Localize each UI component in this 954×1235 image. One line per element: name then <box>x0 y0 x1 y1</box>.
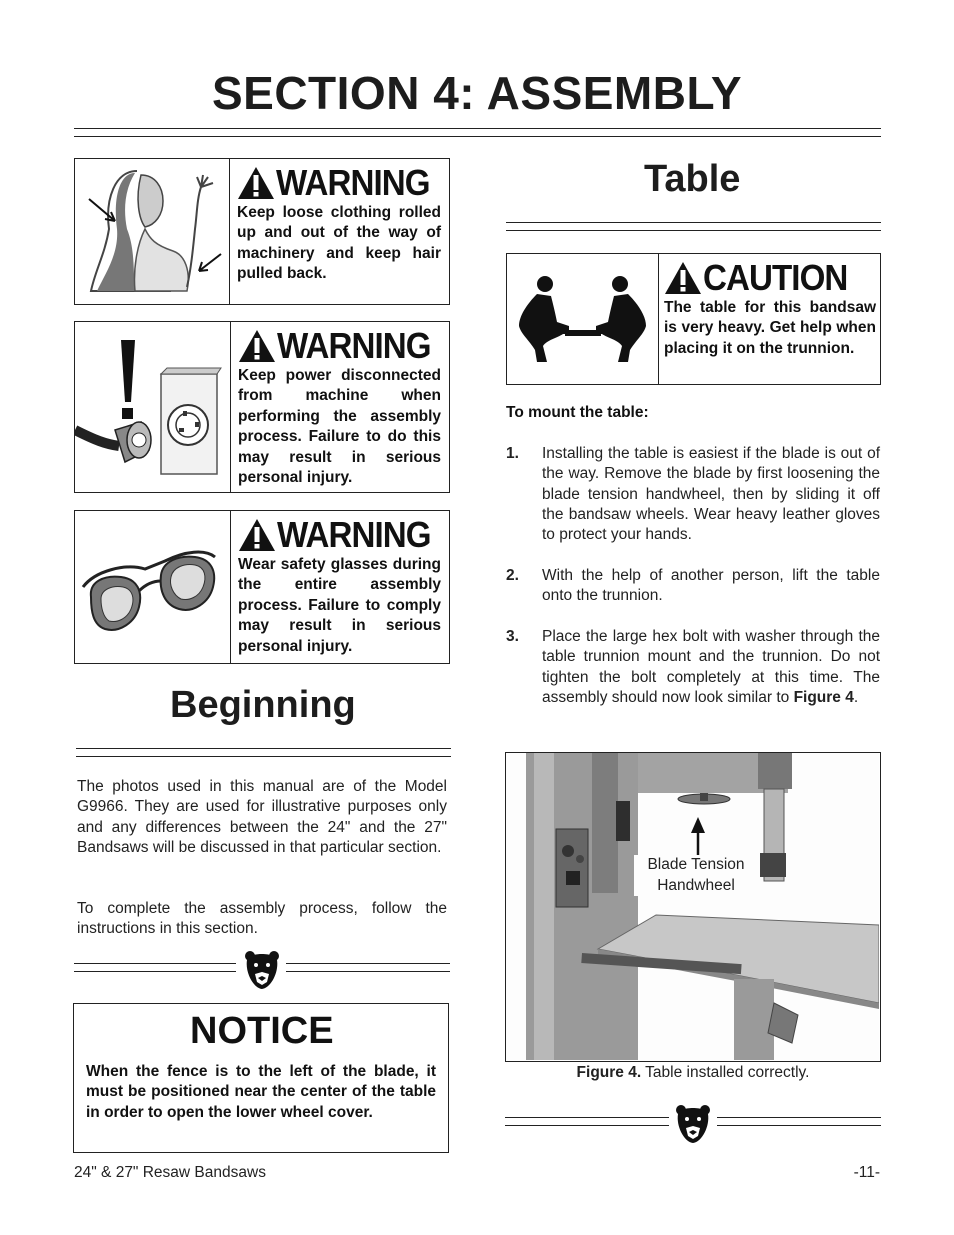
bear-separator-left <box>74 950 450 990</box>
figure-4-photo <box>505 752 881 1062</box>
warning-box-glasses <box>74 510 450 664</box>
beginning-heading: Beginning <box>170 684 356 726</box>
title-rule <box>74 128 881 137</box>
warning-text-3: Wear safety glasses during the entire assembly process. Failure to comply may result in serious personal injury. <box>238 556 441 655</box>
caution-sign <box>664 258 876 298</box>
step-3 <box>506 627 880 708</box>
figure-caption <box>505 1064 881 1082</box>
beginning-para-1: The photos used in this manual are of the Model G9966. They are used for illustrative purposes only and any differences between the 24" and the 27" Bandsaws will be discussed in that particular section. <box>77 778 447 856</box>
figure-label: Figure 4. <box>576 1064 642 1081</box>
beginning-rule <box>76 748 451 757</box>
mount-heading: To mount the table: <box>506 404 649 421</box>
safety-glasses-icon <box>75 511 231 663</box>
step-number: 1. <box>506 445 519 462</box>
figure-callout: Blade Tension Handwheel <box>634 855 758 896</box>
grizzly-bear-icon <box>674 1104 712 1144</box>
step-text: With the help of another person, lift the table onto the trunnion. <box>542 567 880 605</box>
step-text: Place the large hex bolt with washer through the table trunnion mount and the trunnion. Do not tighten the bolt completely at this time. The assembly should now look similar to <box>542 628 880 706</box>
step-1 <box>506 444 880 545</box>
figure-reference: Figure 4 <box>793 688 854 706</box>
warning-triangle-icon <box>664 261 702 295</box>
warning-sign-3 <box>238 515 441 555</box>
step-text: Installing the table is easiest if the blade is out of the way. Remove the blade by first loosening the blade tension handwheel, then by sliding it off the bandsaw wheels. Wear heavy leather gloves to protect your hands. <box>542 445 880 544</box>
warning-triangle-icon <box>238 329 276 363</box>
warning-triangle-icon <box>237 166 275 200</box>
beginning-para-2: To complete the assembly process, follow the instructions in this section. <box>77 900 447 938</box>
grizzly-bear-icon <box>243 950 281 990</box>
warning-sign-1 <box>237 163 441 203</box>
section-title: SECTION 4: ASSEMBLY <box>211 67 743 119</box>
step-number: 2. <box>506 567 519 584</box>
caution-text: The table for this bandsaw is very heavy. Get help when placing it on the trunnion. <box>664 299 876 357</box>
warning-word: WARNING <box>277 325 431 366</box>
warning-triangle-icon <box>238 518 276 552</box>
figure-caption-text: Table installed correctly. <box>641 1064 810 1081</box>
caution-word: CAUTION <box>703 257 848 298</box>
step-text-wrap <box>542 627 880 708</box>
warning-word: WARNING <box>277 514 431 555</box>
step-text-end: . <box>853 688 859 706</box>
table-heading: Table <box>644 158 741 200</box>
notice-box <box>73 1003 449 1153</box>
power-plug-icon <box>75 322 231 492</box>
bear-separator-right <box>505 1104 881 1144</box>
notice-text: When the fence is to the left of the blade, it must be positioned near the center of the table in order to open the lower wheel cover. <box>86 1063 436 1121</box>
footer-left: 24" & 27" Resaw Bandsaws <box>74 1164 266 1181</box>
notice-heading: NOTICE <box>190 1010 334 1052</box>
warning-box-clothing <box>74 158 450 305</box>
page-number: -11- <box>853 1164 880 1181</box>
warning-text-1: Keep loose clothing rolled up and out of the way of machinery and keep hair pulled back. <box>237 204 441 283</box>
long-hair-woman-icon <box>75 159 230 304</box>
step-2 <box>506 566 880 607</box>
warning-text-2: Keep power disconnected from machine when performing the assembly process. Failure to do this may result in serious personal injury. <box>238 367 441 487</box>
warning-word: WARNING <box>276 162 430 203</box>
table-rule <box>506 222 881 231</box>
warning-sign-2 <box>238 326 441 366</box>
caution-box <box>506 253 881 385</box>
step-number: 3. <box>506 628 519 645</box>
two-people-lifting-icon <box>507 254 659 384</box>
warning-box-power <box>74 321 450 493</box>
